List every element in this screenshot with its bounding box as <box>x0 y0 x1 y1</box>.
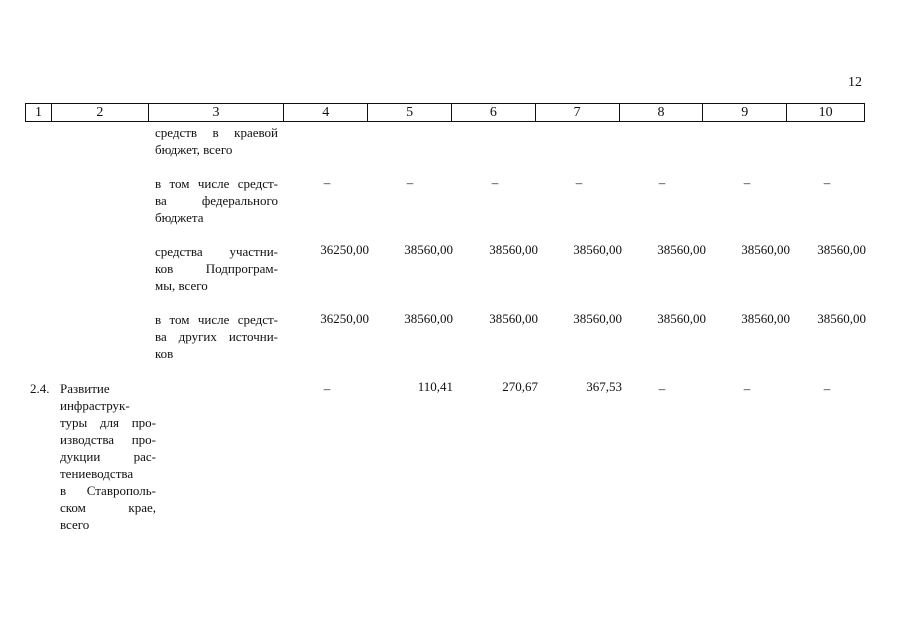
title-line: изводства про- <box>60 432 156 447</box>
value-cell: 38560,00 <box>404 242 453 257</box>
header-col-9: 9 <box>703 104 787 121</box>
value-cell: 38560,00 <box>741 242 790 257</box>
value-cell: 38560,00 <box>657 242 706 257</box>
title-line: Развитие <box>60 381 110 396</box>
value-cell: – <box>743 381 751 396</box>
value-cell: – <box>491 175 499 190</box>
title-line: всего <box>60 517 90 532</box>
title-line: туры для про- <box>60 415 156 430</box>
value-cell: 38560,00 <box>741 311 790 326</box>
desc-line: бюджет, всего <box>155 142 233 157</box>
value-cell: 38560,00 <box>404 311 453 326</box>
title-line: тениеводства <box>60 466 134 481</box>
value-cell: – <box>743 175 751 190</box>
value-cell: – <box>658 381 666 396</box>
row-description <box>155 175 278 226</box>
value-cell: 367,53 <box>586 379 622 394</box>
row-description <box>155 124 278 158</box>
desc-line: средств в краевой <box>155 125 278 140</box>
value-cell: 38560,00 <box>657 311 706 326</box>
header-col-10: 10 <box>818 104 833 120</box>
value-cell: 38560,00 <box>489 242 538 257</box>
value-cell: – <box>323 175 331 190</box>
value-cell: 38560,00 <box>489 311 538 326</box>
title-line: дукции рас- <box>60 449 156 464</box>
desc-line: в том числе средст- <box>155 312 278 327</box>
desc-line: мы, всего <box>155 278 208 293</box>
value-cell: 36250,00 <box>320 242 369 257</box>
value-cell: 36250,00 <box>320 311 369 326</box>
title-line: в Ставрополь- <box>60 483 156 498</box>
value-cell: – <box>323 381 331 396</box>
section-number: 2.4. <box>30 381 50 396</box>
value-cell: – <box>575 175 583 190</box>
row-description <box>155 243 278 294</box>
desc-line: ва других источни- <box>155 329 278 344</box>
value-cell: 38560,00 <box>817 242 866 257</box>
desc-line: в том числе средст- <box>155 176 278 191</box>
header-col-6: 6 <box>452 104 536 121</box>
table-header-row <box>25 103 865 122</box>
header-col-5: 5 <box>368 104 452 121</box>
row-description <box>155 311 278 362</box>
value-cell: 110,41 <box>417 379 453 394</box>
title-line: ском крае, <box>60 500 156 515</box>
header-col-2: 2 <box>52 104 149 121</box>
desc-line: ков <box>155 346 174 361</box>
header-col-8: 8 <box>620 104 704 121</box>
desc-line: средства участни- <box>155 244 278 259</box>
value-cell: 270,67 <box>502 379 538 394</box>
header-col-3: 3 <box>149 104 285 121</box>
value-cell: 38560,00 <box>573 242 622 257</box>
header-col-4: 4 <box>284 104 368 121</box>
title-line: инфраструк- <box>60 398 130 413</box>
value-cell: – <box>658 175 666 190</box>
header-col-1: 1 <box>26 104 52 121</box>
value-cell: – <box>823 175 831 190</box>
value-cell: – <box>823 381 831 396</box>
value-cell: 38560,00 <box>573 311 622 326</box>
value-cell: – <box>406 175 414 190</box>
desc-line: бюджета <box>155 210 204 225</box>
value-cell: 38560,00 <box>817 311 866 326</box>
desc-line: ва федерального <box>155 193 278 208</box>
header-col-7: 7 <box>536 104 620 121</box>
section-title <box>60 380 156 533</box>
page-number: 12 <box>848 75 862 90</box>
desc-line: ков Подпрограм- <box>155 261 278 276</box>
